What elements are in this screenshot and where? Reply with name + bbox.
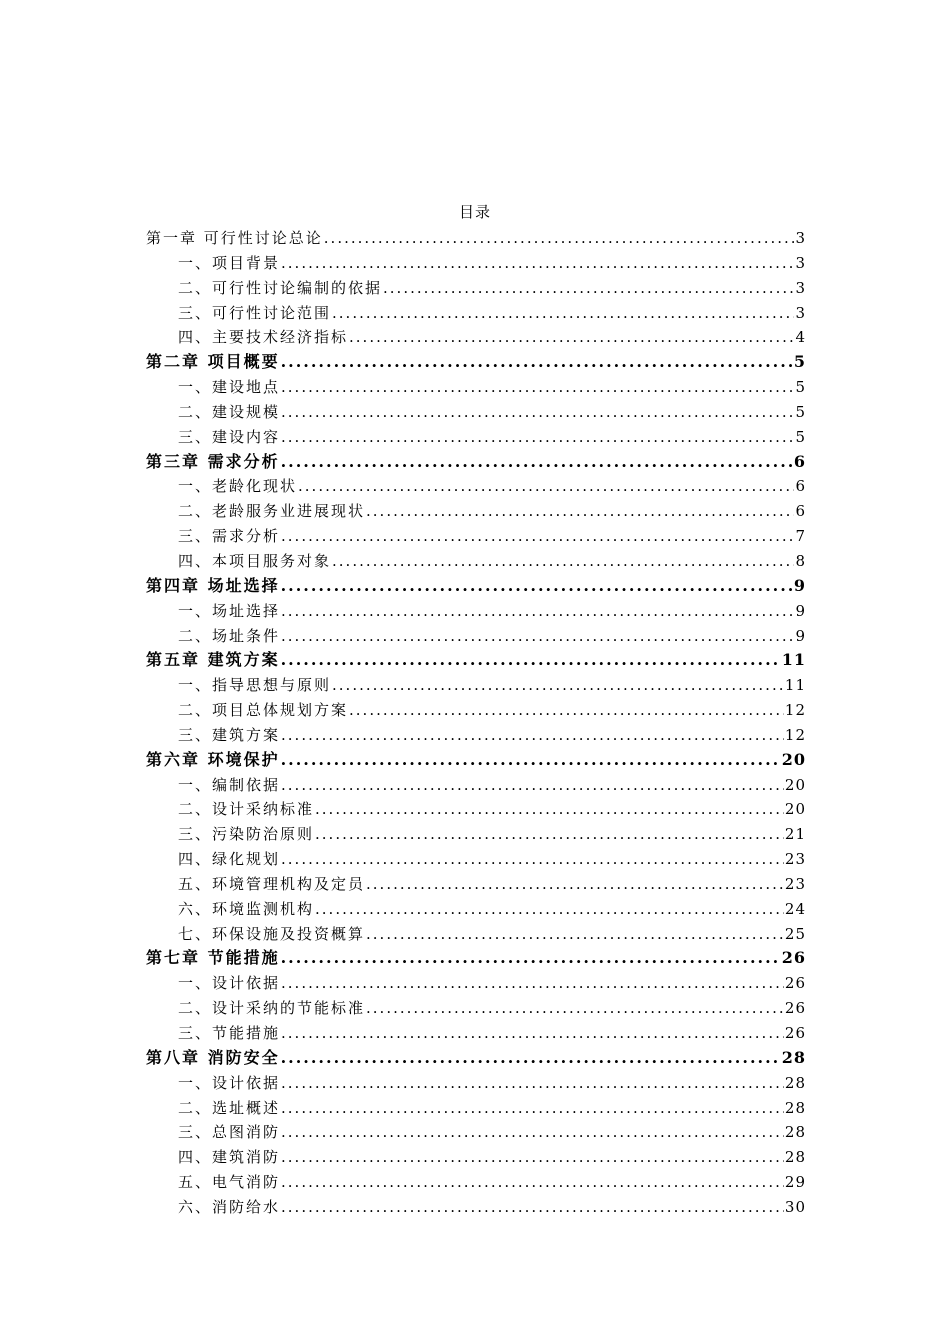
toc-page-number: 23 <box>784 874 806 893</box>
toc-page-number: 24 <box>784 899 806 918</box>
toc-section-entry[interactable] <box>146 499 806 524</box>
toc-page-number: 20 <box>784 775 806 794</box>
toc-leader-dots <box>349 325 794 350</box>
toc-entry-label: 四、主要技术经济指标 <box>178 328 349 347</box>
toc-page-number: 23 <box>784 850 806 869</box>
toc-leader-dots <box>366 499 794 524</box>
toc-section-entry[interactable] <box>146 1145 806 1170</box>
toc-leader-dots <box>281 624 794 649</box>
toc-page-number: 6 <box>795 502 806 521</box>
toc-entry-label: 一、指导思想与原则 <box>178 676 332 695</box>
toc-entry-label: 七、环保设施及投资概算 <box>178 924 366 943</box>
toc-entry-label: 一、场址选择 <box>178 601 281 620</box>
toc-page-number: 4 <box>795 328 806 347</box>
toc-page-number: 5 <box>795 378 806 397</box>
toc-entry-label: 三、需求分析 <box>178 527 281 546</box>
toc-section-entry[interactable] <box>146 400 806 425</box>
toc-section-entry[interactable] <box>146 276 806 301</box>
toc-leader-dots <box>281 375 794 400</box>
toc-chapter-entry[interactable] <box>146 574 806 599</box>
toc-entry-label: 四、建筑消防 <box>178 1148 281 1167</box>
toc-chapter-entry[interactable] <box>146 946 806 971</box>
toc-chapter-entry[interactable] <box>146 350 806 375</box>
toc-leader-dots <box>281 599 794 624</box>
toc-leader-dots <box>349 698 784 723</box>
toc-section-entry[interactable] <box>146 922 806 947</box>
toc-page-number: 9 <box>795 626 806 645</box>
toc-leader-dots <box>366 996 784 1021</box>
toc-page-number: 9 <box>795 601 806 620</box>
toc-leader-dots <box>332 301 794 326</box>
toc-leader-dots <box>281 1071 784 1096</box>
toc-entry-label: 二、项目总体规划方案 <box>178 701 349 720</box>
toc-section-entry[interactable] <box>146 996 806 1021</box>
toc-section-entry[interactable] <box>146 723 806 748</box>
toc-leader-dots <box>281 400 794 425</box>
toc-page-number: 6 <box>793 451 806 471</box>
toc-section-entry[interactable] <box>146 599 806 624</box>
toc-chapter-entry[interactable] <box>146 226 806 251</box>
toc-leader-dots <box>383 276 794 301</box>
toc-section-entry[interactable] <box>146 524 806 549</box>
toc-leader-dots <box>281 971 784 996</box>
toc-page-number: 26 <box>784 999 806 1018</box>
toc-leader-dots <box>281 1145 784 1170</box>
toc-page-number: 28 <box>784 1148 806 1167</box>
toc-page-number: 5 <box>795 427 806 446</box>
toc-page-number: 25 <box>784 924 806 943</box>
toc-entry-label: 一、老龄化现状 <box>178 477 298 496</box>
toc-page-number: 29 <box>784 1173 806 1192</box>
toc-leader-dots <box>281 1170 784 1195</box>
toc-entry-label: 一、编制依据 <box>178 775 281 794</box>
toc-section-entry[interactable] <box>146 375 806 400</box>
toc-leader-dots <box>324 226 795 251</box>
toc-title: 目录 <box>458 203 491 221</box>
toc-entry-label: 二、可行性讨论编制的依据 <box>178 278 383 297</box>
toc-section-entry[interactable] <box>146 1120 806 1145</box>
toc-page-number: 26 <box>784 974 806 993</box>
table-of-contents <box>146 226 806 1220</box>
toc-section-entry[interactable] <box>146 549 806 574</box>
toc-entry-label: 三、总图消防 <box>178 1123 281 1142</box>
toc-page-number: 28 <box>784 1098 806 1117</box>
toc-page-number: 28 <box>781 1047 806 1067</box>
toc-entry-label: 二、设计采纳标准 <box>178 800 315 819</box>
toc-section-entry[interactable] <box>146 897 806 922</box>
toc-entry-label: 第一章 可行性讨论总论 <box>146 229 323 247</box>
toc-chapter-entry[interactable] <box>146 1046 806 1071</box>
toc-leader-dots <box>281 1096 784 1121</box>
toc-page-number: 28 <box>784 1073 806 1092</box>
toc-leader-dots <box>281 723 784 748</box>
toc-section-entry[interactable] <box>146 1021 806 1046</box>
toc-entry-label: 第三章 需求分析 <box>146 451 280 471</box>
toc-section-entry[interactable] <box>146 325 806 350</box>
toc-page-number: 3 <box>795 253 806 272</box>
toc-leader-dots <box>281 251 794 276</box>
toc-entry-label: 第二章 项目概要 <box>146 352 280 372</box>
toc-page-number: 8 <box>795 551 806 570</box>
toc-entry-label: 一、项目背景 <box>178 253 281 272</box>
toc-page-number: 20 <box>784 800 806 819</box>
toc-leader-dots <box>315 797 784 822</box>
toc-leader-dots <box>281 1195 784 1220</box>
toc-section-entry[interactable] <box>146 624 806 649</box>
toc-page-number: 21 <box>784 825 806 844</box>
toc-page-number: 5 <box>795 402 806 421</box>
toc-page-number: 11 <box>781 650 806 670</box>
toc-entry-label: 二、建设规模 <box>178 402 281 421</box>
toc-leader-dots <box>281 1120 784 1145</box>
toc-entry-label: 一、设计依据 <box>178 1073 281 1092</box>
toc-entry-label: 六、环境监测机构 <box>178 899 315 918</box>
toc-leader-dots <box>332 549 794 574</box>
toc-section-entry[interactable] <box>146 425 806 450</box>
toc-section-entry[interactable] <box>146 1195 806 1220</box>
toc-leader-dots <box>315 822 784 847</box>
toc-section-entry[interactable] <box>146 251 806 276</box>
toc-page-number: 7 <box>795 527 806 546</box>
toc-entry-label: 五、环境管理机构及定员 <box>178 874 366 893</box>
toc-page-number: 11 <box>784 676 806 695</box>
toc-page-number: 26 <box>781 948 806 968</box>
toc-entry-label: 三、建设内容 <box>178 427 281 446</box>
toc-leader-dots <box>281 574 793 599</box>
toc-entry-label: 五、电气消防 <box>178 1173 281 1192</box>
toc-page-number: 5 <box>793 352 806 372</box>
toc-entry-label: 第七章 节能措施 <box>146 948 280 968</box>
toc-section-entry[interactable] <box>146 474 806 499</box>
toc-leader-dots <box>281 524 794 549</box>
toc-entry-label: 一、设计依据 <box>178 974 281 993</box>
toc-entry-label: 三、节能措施 <box>178 1024 281 1042</box>
toc-entry-label: 第八章 消防安全 <box>146 1047 280 1067</box>
toc-leader-dots <box>281 773 784 798</box>
toc-leader-dots <box>281 1021 784 1046</box>
toc-leader-dots <box>281 748 781 773</box>
toc-entry-label: 一、建设地点 <box>178 378 281 397</box>
toc-page-number: 26 <box>784 1024 806 1042</box>
toc-entry-label: 三、建筑方案 <box>178 725 281 744</box>
toc-section-entry[interactable] <box>146 673 806 698</box>
toc-leader-dots <box>281 648 781 673</box>
toc-entry-label: 三、可行性讨论范围 <box>178 303 332 322</box>
toc-leader-dots <box>281 847 784 872</box>
toc-leader-dots <box>281 450 793 475</box>
toc-chapter-entry[interactable] <box>146 748 806 773</box>
toc-section-entry[interactable] <box>146 1096 806 1121</box>
toc-entry-label: 二、选址概述 <box>178 1098 281 1117</box>
toc-section-entry[interactable] <box>146 773 806 798</box>
toc-page-number: 30 <box>784 1197 806 1216</box>
toc-page-number: 3 <box>795 229 806 247</box>
toc-page-number: 12 <box>784 701 806 720</box>
toc-section-entry[interactable] <box>146 797 806 822</box>
toc-section-entry[interactable] <box>146 872 806 897</box>
toc-leader-dots <box>281 946 781 971</box>
toc-page-number: 28 <box>784 1123 806 1142</box>
toc-leader-dots <box>315 897 784 922</box>
toc-leader-dots <box>298 474 794 499</box>
toc-entry-label: 二、场址条件 <box>178 626 281 645</box>
toc-page-number: 20 <box>781 749 806 769</box>
toc-page-number: 3 <box>795 278 806 297</box>
toc-leader-dots <box>281 1046 781 1071</box>
toc-leader-dots <box>281 350 793 375</box>
toc-section-entry[interactable] <box>146 1071 806 1096</box>
toc-section-entry[interactable] <box>146 301 806 326</box>
toc-entry-label: 六、消防给水 <box>178 1197 281 1216</box>
toc-entry-label: 四、本项目服务对象 <box>178 551 332 570</box>
toc-leader-dots <box>366 922 784 947</box>
toc-section-entry[interactable] <box>146 971 806 996</box>
toc-leader-dots <box>366 872 784 897</box>
toc-chapter-entry[interactable] <box>146 648 806 673</box>
toc-page-number: 12 <box>784 725 806 744</box>
toc-section-entry[interactable] <box>146 1170 806 1195</box>
toc-section-entry[interactable] <box>146 698 806 723</box>
toc-section-entry[interactable] <box>146 822 806 847</box>
toc-entry-label: 四、绿化规划 <box>178 850 281 869</box>
toc-page-number: 6 <box>795 477 806 496</box>
toc-entry-label: 第六章 环境保护 <box>146 749 280 769</box>
toc-entry-label: 二、老龄服务业进展现状 <box>178 502 366 521</box>
toc-entry-label: 三、污染防治原则 <box>178 825 315 844</box>
toc-leader-dots <box>281 425 794 450</box>
toc-entry-label: 第四章 场址选择 <box>146 575 280 595</box>
toc-leader-dots <box>332 673 784 698</box>
toc-page-number: 3 <box>795 303 806 322</box>
toc-chapter-entry[interactable] <box>146 450 806 475</box>
toc-entry-label: 二、设计采纳的节能标准 <box>178 999 366 1018</box>
toc-section-entry[interactable] <box>146 847 806 872</box>
toc-page-number: 9 <box>793 575 806 595</box>
toc-entry-label: 第五章 建筑方案 <box>146 650 280 670</box>
